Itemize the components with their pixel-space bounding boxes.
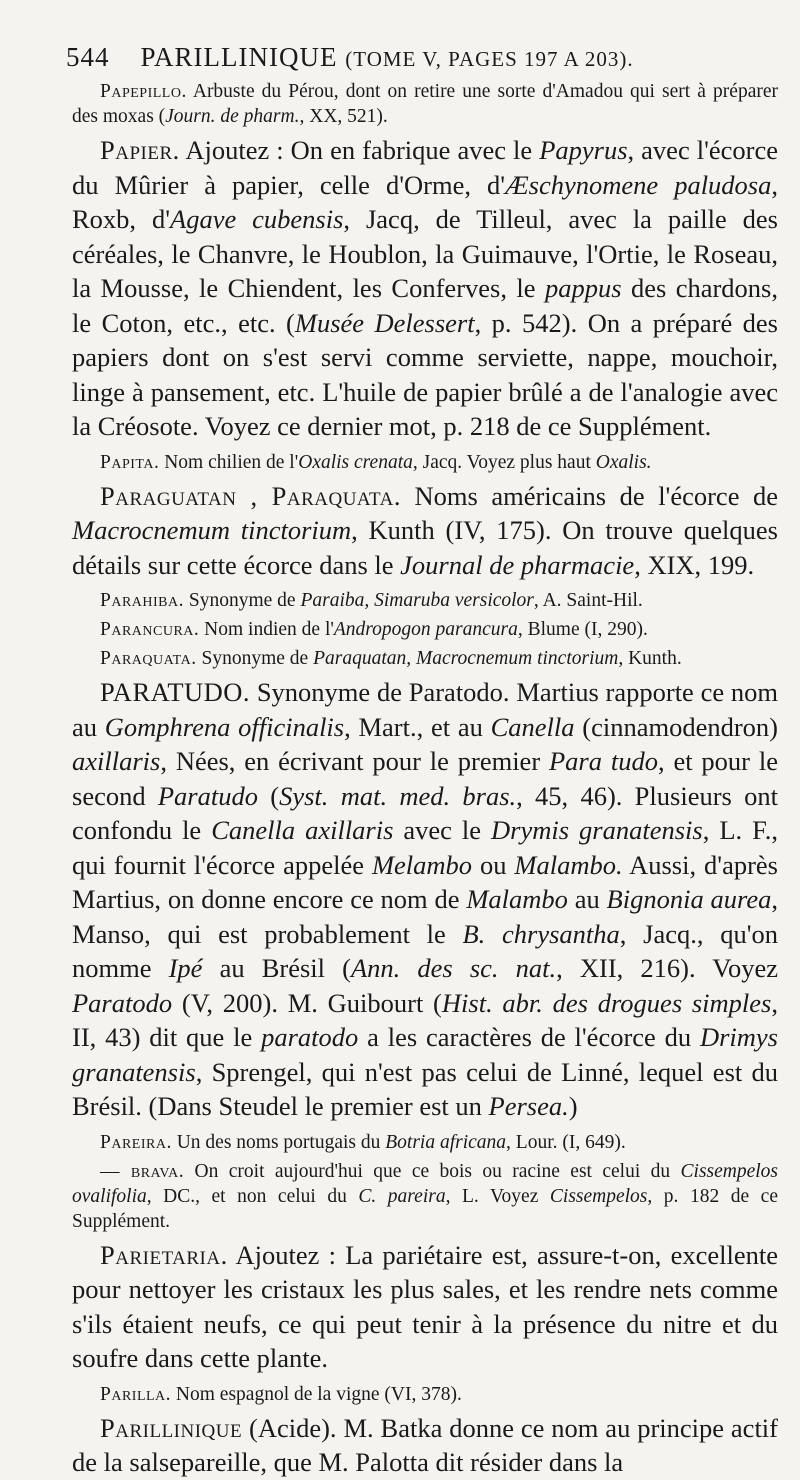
entry-paraguatan: Paraguatan , Paraquata. Noms américains de l'écorce de Macrocnemum tinctorium, Kunth (IV, 175). On trouve quelques détails sur cette écorce dans le Journal de pharmacie, XIX, 199. xyxy=(72,480,778,580)
volume-range: (TOME V, PAGES 197 A 203). xyxy=(345,47,634,71)
entry-headword: Parilla. xyxy=(100,1383,172,1405)
entry-headword: Paraquata. xyxy=(100,648,197,669)
entry-headword: Parietaria. xyxy=(100,1239,228,1270)
entry-papier: Papier. Ajoutez : On en fabrique avec le Papyrus, avec l'écorce du Mûrier à papier, celle d'Orme, d'Æschynomene paludosa, Roxb, d'Agave cubensis, Jacq, de Tilleul, avec la paille des céréales, le Chanvre, le Houblon, la Guimauve, l'Ortie, le Roseau, la Mousse, le Chiendent, les Conferves, le pappus des chardons, le Coton, etc., etc. (Musée Delessert, p. 542). On a préparé des papiers dont on s'est servi comme serviette, nappe, mouchoir, linge à pansement, etc. L'huile de papier brûlé a de l'analogie avec la Créosote. Voyez ce dernier mot, p. 218 de ce Supplément. xyxy=(72,135,779,441)
entry-headword: Parillinique xyxy=(100,1412,243,1443)
entry-parietaria: Parietaria. Ajoutez : La pariétaire est, assure-t-on, excellente pour nettoyer les cristaux les plus sales, et les rendre nets comme s'ils étaient neufs, ce qui peut tenir à la présence du nitre et du soufre dans cette plante. xyxy=(72,1239,778,1373)
entry-headword: PARATUDO. xyxy=(100,677,251,707)
entry-parilla: Parilla. Nom espagnol de la vigne (VI, 378). xyxy=(100,1383,462,1405)
entry-parancura: Parancura. Nom indien de l'Andropogon parancura, Blume (I, 290). xyxy=(100,619,648,640)
entry-headword: Paraguatan , Paraquata. xyxy=(100,480,401,511)
entry-papita: Papita. Nom chilien de l'Oxalis crenata, Jacq. Voyez plus haut Oxalis. xyxy=(100,451,652,473)
entry-parillinique: Parillinique (Acide). M. Batka donne ce nom au principe actif de la salsepareille, que M. Palotta dit résider dans la xyxy=(72,1412,778,1477)
entry-headword: Papita. xyxy=(100,451,160,473)
entry-headword: Papier. xyxy=(100,135,180,165)
entry-papepillo: Papepillo. Arbuste du Pérou, dont on retire une sorte d'Amadou qui sert à préparer des moxas (Journ. de pharm., XX, 521). xyxy=(72,81,778,127)
entry-headword: Parancura. xyxy=(100,619,200,640)
entry-headword: Papepillo. xyxy=(100,81,187,102)
entry-parahiba: Parahiba. Synonyme de Paraiba, Simaruba versicolor, A. Saint-Hil. xyxy=(100,590,643,611)
entry-pareira: Pareira. Un des noms portugais du Botria africana, Lour. (I, 649). xyxy=(100,1131,626,1153)
page-number: 544 xyxy=(66,42,110,72)
entry-headword: Pareira. xyxy=(100,1131,172,1153)
entry-headword: Parahiba. xyxy=(100,590,184,611)
entry-headword: — brava. xyxy=(100,1160,185,1182)
running-title: PARILLINIQUE xyxy=(140,42,338,72)
running-header xyxy=(66,42,778,73)
entry-pareira-brava: — brava. On croit aujourd'hui que ce bois ou racine est celui du Cissempelos ovalifolia, DC., et non celui du C. pareira, L. Voyez Cissempelos, p. 182 de ce Supplément. xyxy=(72,1160,779,1232)
entry-paraquata: Paraquata. Synonyme de Paraquatan, Macrocnemum tinctorium, Kunth. xyxy=(100,648,682,669)
entry-paratudo: PARATUDO. Synonyme de Paratodo. Martius rapporte ce nom au Gomphrena officinalis, Mart., et au Canella (cinnamodendron) axillaris, Nées, en écrivant pour le premier Para tudo, et pour le second Paratudo (Syst. mat. med. bras., 45, 46). Plusieurs ont confondu le Canella axillaris avec le Drymis granatensis, L. F., qui fournit l'écorce appelée Melambo ou Malambo. Aussi, d'après Martius, on donne encore ce nom de Malambo au Bignonia aurea, Manso, qui est probablement le B. chrysantha, Jacq., qu'on nomme Ipé au Brésil (Ann. des sc. nat., XII, 216). Voyez Paratodo (V, 200). M. Guibourt (Hist. abr. des drogues simples, II, 43) dit que le paratodo a les caractères de l'écorce du Drimys granatensis, Sprengel, qui n'est pas celui de Linné, lequel est du Brésil. (Dans Steudel le premier est un Persea.) xyxy=(72,677,778,1121)
